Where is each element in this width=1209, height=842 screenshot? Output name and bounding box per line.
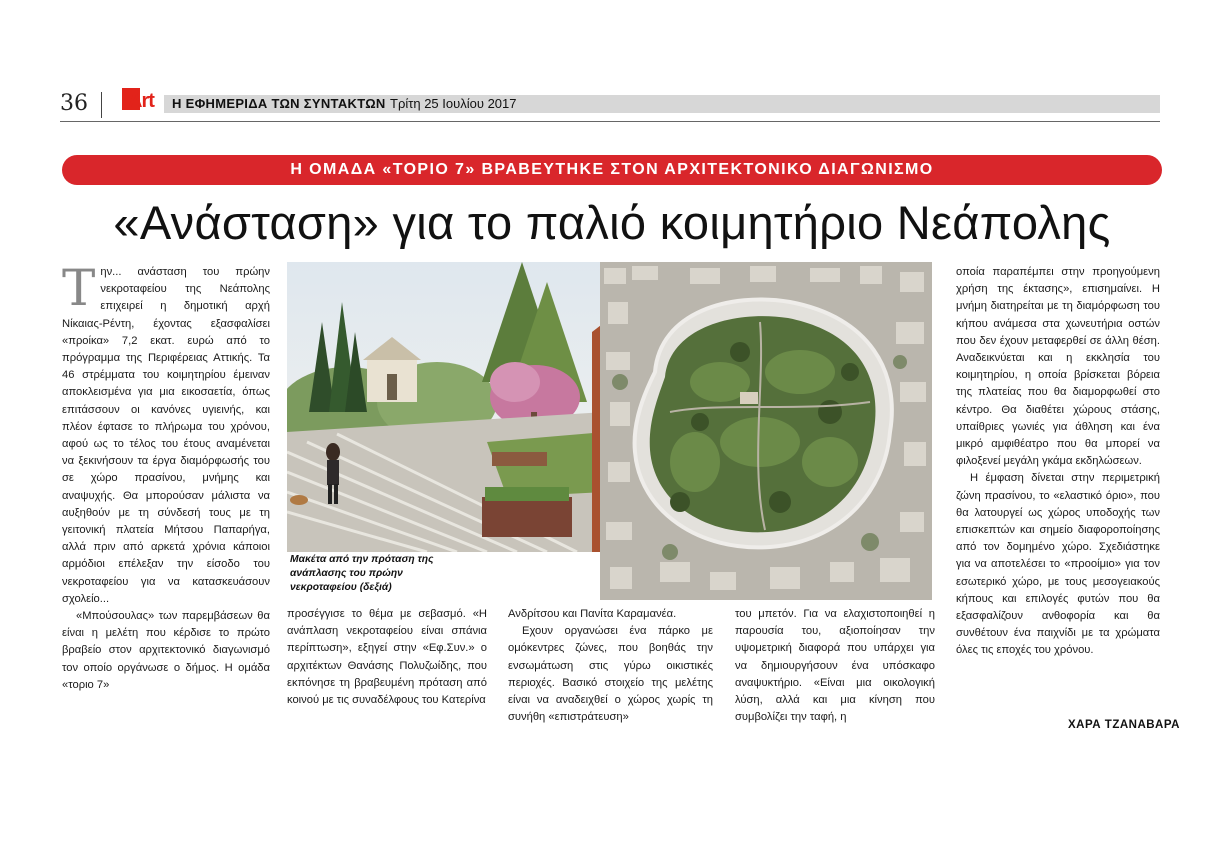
page-number: 36 bbox=[60, 91, 88, 116]
paragraph: «Μπούσουλας» των παρεμβάσεων θα είναι η μελέτη που κέρδισε το πρώτο βραβείο στον αρχιτεκτονικό διαγωνισμό τον οποίο οργάνωσε ο δήμος. Η ομάδα «τοριο 7» bbox=[62, 610, 270, 691]
kicker-text: Η ΟΜΑΔΑ «ΤΟΡΙΟ 7» ΒΡΑΒΕΥΤΗΚΕ ΣΤΟΝ ΑΡΧΙΤΕΚΤΟΝΙΚΟ ΔΙΑΓΩΝΙΣΜΟ bbox=[290, 161, 934, 178]
headline: «Ανάσταση» για το παλιό κοιμητήριο Νεάπολης bbox=[113, 196, 1111, 249]
article-column-4 bbox=[735, 606, 935, 726]
aerial-site-photo bbox=[600, 262, 932, 600]
lead-text: ην... ανάσταση του πρώην νεκροταφείου της Νεάπολης επιχειρεί η δημοτική αρχή Νίκαιας-Ρέντη, έχοντας εξασφαλίσει «προίκα» 7,2 εκατ. ευρώ από το πρόγραμμα της Περιφέρειας Αττικής. Τα 46 στρέμματα του κοιμητηρίου έμειναν αποκλεισμένα για μια εικοσαετία, όπως επιτάσσουν οι κανόνες υγιεινής, και πλέον έφτασε το πλήρωμα του χρόνου, αφού ως το τέλος του έτους αναμένεται να ξεκινήσουν τα έργα διαμόρφωσής του σε χώρο πρασίνου, μνήμης και αναψυχής. Θα μπορούσαν μάλιστα να αυξηθούν με τη σύνδεσή τους με τη γειτονική πλατεία Μήτσου Παπαρήγα, αλλά πριν από αρκετά χρόνια κάποιοι αρμόδιοι επέλεξαν την είσοδο του νεκροταφείου για να κατασκευάσουν σχολείο... bbox=[62, 266, 270, 605]
page-header bbox=[60, 88, 1160, 128]
issue-date: Τρίτη 25 Ιουλίου 2017 bbox=[390, 96, 517, 111]
photo-caption: Μακέτα από την πρόταση της ανάπλασης του πρώην νεκροταφείου (δεξιά) bbox=[290, 554, 434, 593]
header-rule bbox=[60, 121, 1160, 122]
section-logo bbox=[122, 88, 162, 114]
paragraph: προσέγγισε το θέμα με σεβασμό. «Η ανάπλαση νεκροταφείου είναι σπάνια περίπτωση», εξηγεί στην «Εφ.Συν.» ο αρχιτέκτων Θανάσης Πολυζωίδης, που εκπόνησε τη βραβευμένη πρόταση από κοινού με τις συναδέλφους του Κατερίνα bbox=[287, 608, 487, 707]
park-rendering-photo bbox=[287, 262, 605, 552]
paragraph: του μπετόν. Για να ελαχιστοποιηθεί η παρουσία του, αξιοποίησαν την υψομετρική διαφορά που υπάρχει για να δημιουργήσουν ένα υπόσκαφο αναψυκτήριο. «Είναι μια οικολογική λύση, αλλά και μια κίνηση που συμβολίζει την ταφή, η bbox=[735, 608, 935, 724]
paragraph: Η έμφαση δίνεται στην περιμετρική ζώνη πρασίνου, το «ελαστικό όριο», που θα λατουργεί ως χώρος υποδοχής των επισκεπτών και σημείο διαφοροποίησης από τον δομημένο χώρο. Σχεδιάστηκε για να αποτελέσει το «προοίμιο» για τον εσωτερικό χώρο, με τους μεσογειακούς κήπους και επιλογές φυτών που θα εξασφαλίζουν ανθοφορία και θα συνθέτουν ένα παιχνίδι με τα χρώματα όλες τις εποχές του χρόνου. bbox=[956, 472, 1160, 657]
kicker-banner bbox=[62, 155, 1162, 185]
article-column-2 bbox=[287, 606, 487, 709]
drop-cap: Τ bbox=[62, 259, 96, 317]
logo-text: Art bbox=[128, 90, 154, 112]
article-column-1 bbox=[62, 259, 270, 694]
article-column-5 bbox=[956, 264, 1160, 660]
paragraph: οποία παραπέμπει στην προηγούμενη χρήση της έκτασης», επισημαίνει. Η μνήμη διατηρείται με τη διαμόρφωση του κήπου ανάμεσα στα χωνευτήρια οστών που δεν έχουν μεταφερθεί σε άλλη θέση. Αναδεικνύεται και η εκκλησία του κοιμητηρίου, η οποία βρίσκεται βόρεια της πλατείας που θα διαμορφωθεί στο κέντρο. Θα διαθέτει χώρους στάσης, υπαίθριες γωνιές για άθληση και ένα μικρό αμφιθέατρο που θα μπορεί να φιλοξενεί μεγάλη γκάμα εκδηλώσεων. bbox=[956, 266, 1160, 468]
newspaper-name: Η ΕΦΗΜΕΡΙΔΑ ΤΩΝ ΣΥΝΤΑΚΤΩΝ bbox=[172, 96, 386, 111]
author-byline: ΧΑΡΑ ΤΖΑΝΑΒΑΡΑ bbox=[1068, 719, 1180, 731]
article-column-3 bbox=[508, 606, 713, 726]
header-divider bbox=[101, 92, 102, 118]
lead-paragraph bbox=[62, 259, 270, 608]
paragraph: Ανδρίτσου και Πανίτα Καραμανέα. bbox=[508, 608, 677, 620]
paragraph: Εχουν οργανώσει ένα πάρκο με ομόκεντρες ζώνες, που βοηθάς την ενσωμάτωση στις γύρω οικιστικές περιοχές. Βασικό στοιχείο της μελέτης είναι να αναδειχθεί ο χώρος χωρίς τη συνήθη «επιστράτευση» bbox=[508, 625, 713, 724]
